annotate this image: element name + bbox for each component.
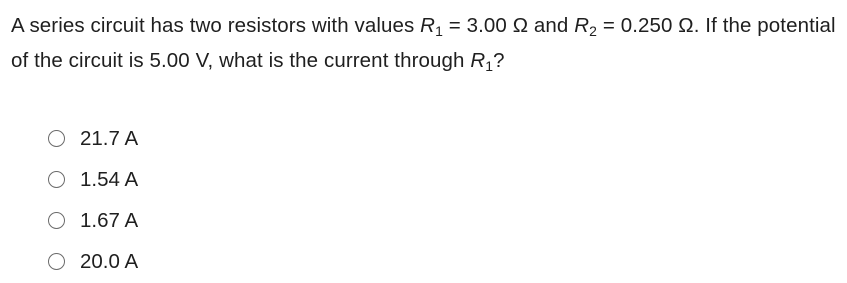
r2-subscript: 2: [589, 23, 598, 39]
answer-option-label: 1.67 A: [80, 208, 139, 232]
r1-subscript: 1: [435, 23, 443, 39]
target-subscript: 1: [485, 58, 494, 74]
question-part: A series circuit has two resistors with values: [11, 14, 421, 37]
answer-option-label: 21.7 A: [80, 126, 139, 150]
radio-button[interactable]: [48, 171, 65, 188]
r1-value: = 3.00 Ω and: [442, 14, 575, 37]
question-end: ?: [493, 49, 505, 72]
answer-option-4[interactable]: [48, 241, 348, 282]
answer-option-3[interactable]: [48, 200, 348, 241]
answer-option-2[interactable]: [48, 159, 348, 200]
answer-option-1[interactable]: [48, 118, 348, 159]
r1-symbol: R: [420, 14, 436, 37]
target-symbol: R: [470, 49, 486, 72]
radio-button[interactable]: [48, 212, 65, 229]
radio-button[interactable]: [48, 130, 65, 147]
r2-value-and-question: = 0.250 Ω. If the potential of the circuit is 5.00 V, what is the current through: [11, 14, 836, 72]
answer-option-label: 1.54 A: [80, 167, 139, 191]
answer-options: [48, 118, 348, 282]
answer-option-label: 20.0 A: [80, 249, 139, 273]
radio-button[interactable]: [48, 253, 65, 270]
question-text: [11, 8, 841, 78]
r2-symbol: R: [574, 14, 590, 37]
